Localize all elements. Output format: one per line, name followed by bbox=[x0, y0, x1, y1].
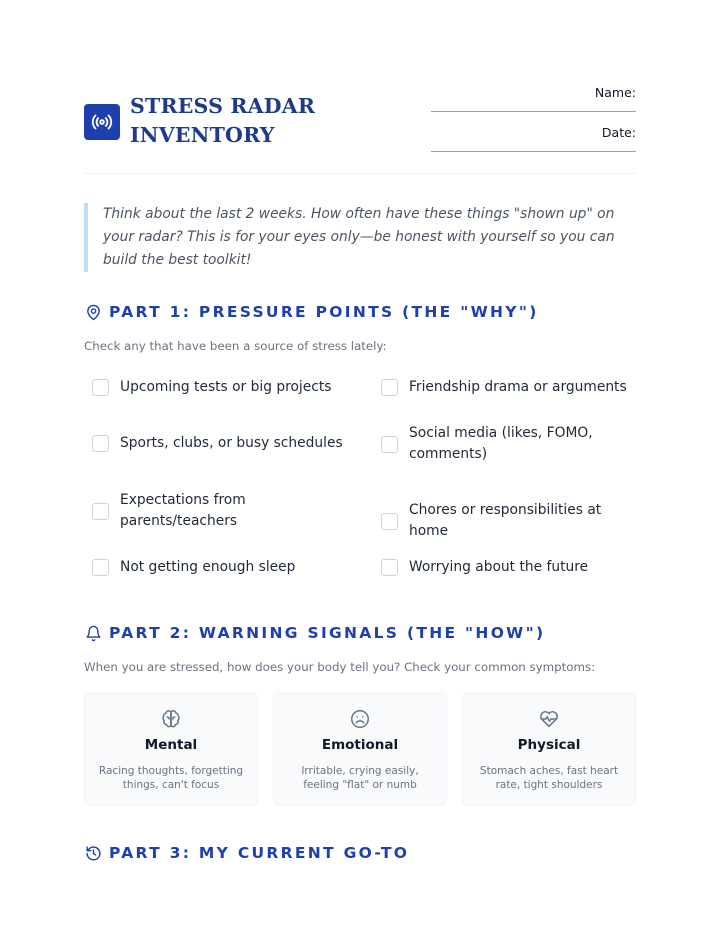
check-label: Social media (likes, FOMO, comments) bbox=[409, 425, 593, 462]
page-title bbox=[130, 92, 370, 150]
check-item-chores[interactable] bbox=[381, 500, 636, 542]
header-divider bbox=[84, 173, 636, 174]
radar-icon bbox=[91, 111, 113, 133]
part1-hint: Check any that have been a source of stress lately: bbox=[84, 339, 387, 353]
map-pin-icon bbox=[84, 303, 102, 321]
check-item-tests[interactable] bbox=[92, 377, 362, 398]
part3-heading bbox=[84, 844, 409, 862]
intro-callout bbox=[84, 203, 636, 272]
card-description: Racing thoughts, forgetting things, can't focus bbox=[98, 765, 244, 791]
card-description: Stomach aches, fast heart rate, tight shoulders bbox=[479, 765, 619, 791]
check-item-expectations[interactable] bbox=[92, 490, 267, 532]
bell-icon bbox=[84, 624, 102, 642]
part2-title: PART 2: WARNING SIGNALS (THE "HOW") bbox=[109, 624, 546, 642]
check-label: Expectations from parents/teachers bbox=[120, 492, 246, 529]
part1-title: PART 1: PRESSURE POINTS (THE "WHY") bbox=[109, 303, 539, 321]
check-item-social-media[interactable] bbox=[381, 423, 601, 465]
frown-face-icon bbox=[274, 708, 446, 730]
check-item-friendship[interactable] bbox=[381, 377, 636, 398]
title-line-1: STRESS RADAR bbox=[130, 94, 316, 118]
checkbox[interactable] bbox=[92, 503, 109, 520]
name-field-line[interactable] bbox=[431, 111, 636, 112]
intro-text: Think about the last 2 weeks. How often have these things "shown up" on your radar? This is for your eyes only—be honest with yourself so you can build the best toolkit! bbox=[103, 206, 615, 268]
name-date-fields bbox=[431, 84, 636, 164]
checkbox[interactable] bbox=[381, 436, 398, 453]
date-label: Date: bbox=[601, 125, 636, 140]
title-line-2: INVENTORY bbox=[130, 123, 275, 147]
card-title: Emotional bbox=[321, 737, 399, 753]
check-label: Sports, clubs, or busy schedules bbox=[120, 435, 343, 451]
check-label: Upcoming tests or big projects bbox=[120, 379, 332, 395]
card-title: Physical bbox=[517, 737, 581, 753]
check-label: Chores or responsibilities at home bbox=[409, 502, 602, 539]
check-label: Worrying about the future bbox=[409, 559, 589, 575]
name-label: Name: bbox=[594, 85, 636, 100]
radar-logo bbox=[84, 104, 120, 140]
check-label: Not getting enough sleep bbox=[120, 559, 296, 575]
symptom-card-mental[interactable] bbox=[84, 692, 258, 806]
part1-heading bbox=[84, 303, 539, 321]
history-icon bbox=[84, 844, 102, 862]
page-header bbox=[84, 80, 636, 174]
checkbox[interactable] bbox=[381, 559, 398, 576]
checkbox[interactable] bbox=[92, 435, 109, 452]
checkbox[interactable] bbox=[381, 379, 398, 396]
symptom-card-physical[interactable] bbox=[462, 692, 636, 806]
date-field-line[interactable] bbox=[431, 151, 636, 152]
card-title: Mental bbox=[144, 737, 198, 753]
check-item-sleep[interactable] bbox=[92, 557, 362, 578]
part2-hint: When you are stressed, how does your body tell you? Check your common symptoms: bbox=[84, 660, 596, 674]
part2-heading bbox=[84, 624, 545, 642]
checkbox[interactable] bbox=[92, 559, 109, 576]
checkbox[interactable] bbox=[92, 379, 109, 396]
check-item-sports[interactable] bbox=[92, 433, 362, 454]
card-description: Irritable, crying easily, feeling "flat" or numb bbox=[301, 765, 419, 791]
brain-icon bbox=[85, 708, 257, 730]
check-item-future[interactable] bbox=[381, 557, 636, 578]
checkbox[interactable] bbox=[381, 513, 398, 530]
symptom-card-emotional[interactable] bbox=[273, 692, 447, 806]
check-label: Friendship drama or arguments bbox=[409, 379, 627, 395]
part3-title: PART 3: MY CURRENT GO-TO bbox=[109, 844, 410, 862]
heart-pulse-icon bbox=[463, 708, 635, 730]
